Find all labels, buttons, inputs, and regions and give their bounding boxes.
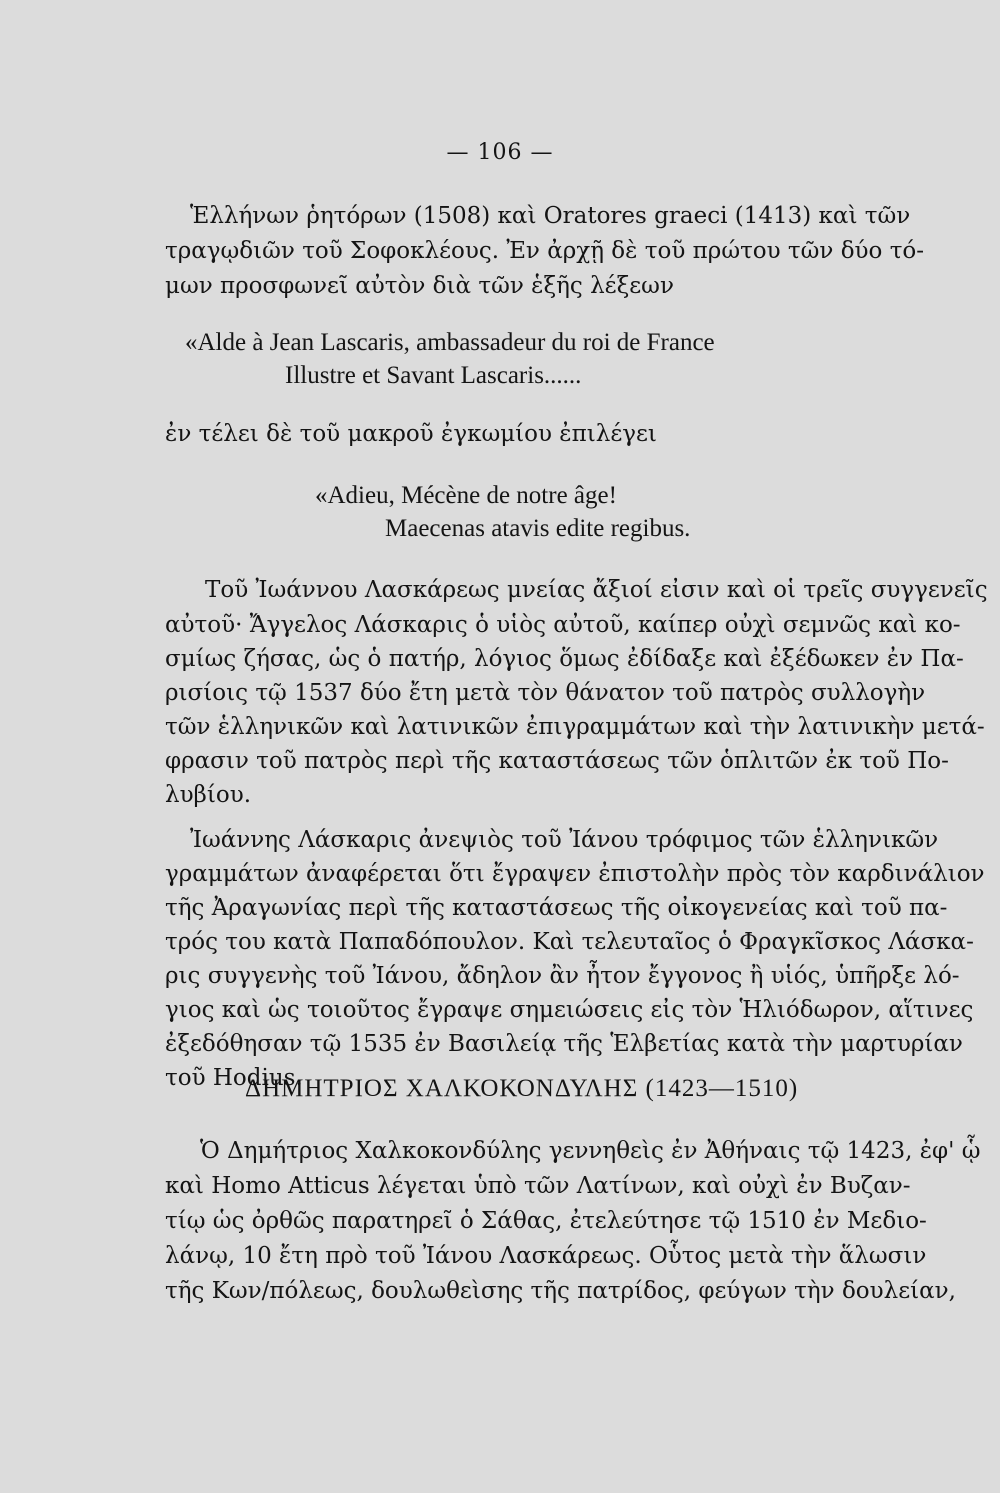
paragraph-2-line: φρασιν τοῦ πατρὸς περὶ τῆς καταστάσεως τῶν ὁπλιτῶν ἐκ τοῦ Πο- [165, 748, 949, 774]
paragraph-4-line: λάνῳ, 10 ἔτη πρὸ τοῦ Ἰάνου Λασκάρεως. Οὗτος μετὰ τὴν ἅλωσιν [165, 1243, 927, 1269]
paragraph-3-line: Ἰωάννης Λάσκαρις ἀνεψιὸς τοῦ Ἰάνου τρόφιμος τῶν ἑλληνικῶν [190, 827, 939, 853]
paragraph-3-line: τῆς Ἀραγωνίας περὶ τῆς καταστάσεως τῆς οἰκογενείας καὶ τοῦ πα- [165, 895, 948, 921]
paragraph-2-line: Τοῦ Ἰωάννου Λασκάρεως μνείας ἄξιοί εἰσιν καὶ οἱ τρεῖς συγγενεῖς [205, 577, 988, 603]
paragraph-1-line: τραγῳδιῶν τοῦ Σοφοκλέους. Ἐν ἀρχῇ δὲ τοῦ πρώτου τῶν δύο τό- [165, 238, 925, 264]
paragraph-2-line: τῶν ἑλληνικῶν καὶ λατινικῶν ἐπιγραμμάτων καὶ τὴν λατινικὴν μετά- [165, 714, 985, 740]
paragraph-1-line: μων προσφωνεῖ αὐτὸν διὰ τῶν ἑξῆς λέξεων [165, 273, 674, 299]
quote-2-line: Maecenas atavis edite regibus. [385, 515, 691, 542]
quote-2-line: «Adieu, Mécène de notre âge! [315, 482, 617, 509]
paragraph-3-line: γιος καὶ ὡς τοιοῦτος ἔγραψε σημειώσεις εἰς τὸν Ἡλιόδωρον, αἵτινες [165, 997, 974, 1023]
paragraph-4-line: Ὁ Δημήτριος Χαλκοκονδύλης γεννηθεὶς ἐν Ἀθήναις τῷ 1423, ἐφ' ᾧ [200, 1138, 981, 1164]
paragraph-1-line: Ἑλλήνων ῥητόρων (1508) καὶ Oratores graeci (1413) καὶ τῶν [190, 203, 911, 229]
quote-2-intro: ἐν τέλει δὲ τοῦ μακροῦ ἐγκωμίου ἐπιλέγει [165, 421, 657, 447]
paragraph-3-line: τρός του κατὰ Παπαδόπουλον. Καὶ τελευταῖος ὁ Φραγκῖσκος Λάσκα- [165, 929, 974, 955]
section-heading: ΔΗΜΗΤΡΙΟΣ ΧΑΛΚΟΚΟΝΔΥΛΗΣ (1423—1510) [245, 1075, 799, 1102]
page-number: — 106 — [446, 140, 554, 165]
paragraph-4-line: τῆς Κων/πόλεως, δουλωθεὶσης τῆς πατρίδος, φεύγων τὴν δουλείαν, [165, 1278, 956, 1304]
paragraph-3-line: ρις συγγενὴς τοῦ Ἰάνου, ἄδηλον ἂν ἦτον ἔγγονος ἢ υἱός, ὑπῆρξε λό- [165, 963, 960, 989]
paragraph-3-line: ἐξεδόθησαν τῷ 1535 ἐν Βασιλείᾳ τῆς Ἑλβετίας κατὰ τὴν μαρτυρίαν [165, 1031, 963, 1057]
paragraph-2-line: σμίως ζήσας, ὡς ὁ πατήρ, λόγιος ὅμως ἐδίδαξε καὶ ἐξέδωκεν ἐν Πα- [165, 646, 964, 672]
paragraph-3-line: γραμμάτων ἀναφέρεται ὅτι ἔγραψεν ἐπιστολὴν πρὸς τὸν καρδινάλιον [165, 861, 985, 887]
paragraph-2-line: λυβίου. [165, 782, 252, 808]
quote-1-line: Illustre et Savant Lascaris...... [285, 362, 582, 389]
paragraph-2-line: ρισίοις τῷ 1537 δύο ἔτη μετὰ τὸν θάνατον τοῦ πατρὸς συλλογὴν [165, 680, 926, 706]
paragraph-3-line: τοῦ Hodius. [165, 1065, 303, 1091]
paragraph-4-line: τίῳ ὡς ὀρθῶς παρατηρεῖ ὁ Σάθας, ἐτελεύτησε τῷ 1510 ἐν Μεδιο- [165, 1208, 927, 1234]
paragraph-2-line: αὐτοῦ· Ἄγγελος Λάσκαρις ὁ υἱὸς αὐτοῦ, καίπερ οὐχὶ σεμνῶς καὶ κο- [165, 612, 961, 638]
quote-1-line: «Alde à Jean Lascaris, ambassadeur du roi de France [185, 329, 715, 356]
paragraph-4-line: καὶ Homo Atticus λέγεται ὑπὸ τῶν Λατίνων, καὶ οὐχὶ ἐν Βυζαν- [165, 1173, 911, 1199]
